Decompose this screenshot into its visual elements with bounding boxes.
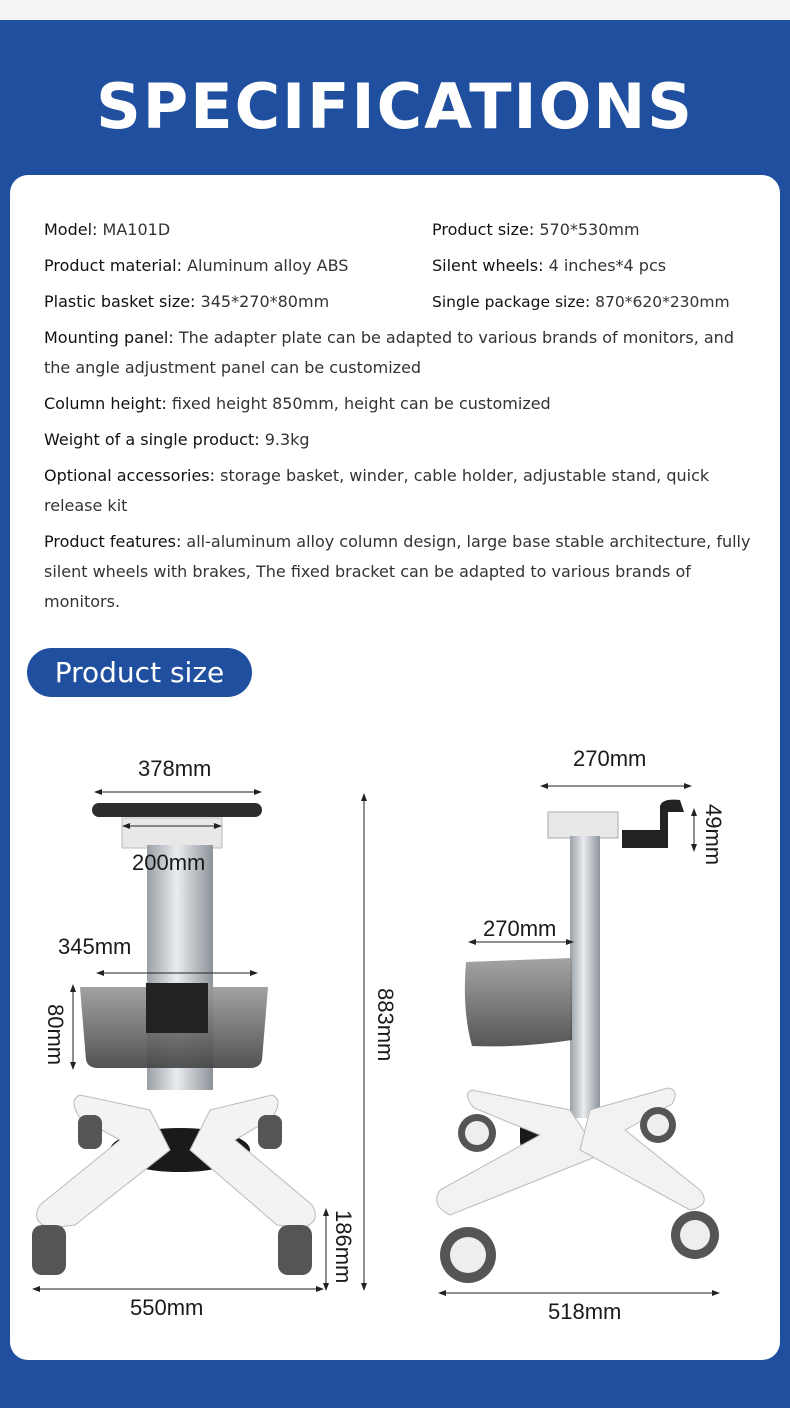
spec-product-size: Product size: 570*530mm bbox=[432, 220, 640, 239]
front-basket-height-label: 80mm bbox=[43, 1004, 68, 1066]
side-top-width-label: 270mm bbox=[573, 746, 647, 771]
product-size-heading: Product size bbox=[27, 648, 252, 697]
side-hook-height-label: 49mm bbox=[701, 804, 726, 866]
spec-material: Product material: Aluminum alloy ABS bbox=[44, 256, 349, 275]
front-top-width-label: 378mm bbox=[138, 756, 212, 781]
spec-mounting-panel: Mounting panel: The adapter plate can be adapted to various brands of monitors, and the angle adjustment panel can be customized bbox=[44, 328, 734, 377]
page-title: SPECIFICATIONS bbox=[96, 70, 694, 143]
spec-accessories: Optional accessories: storage basket, winder, cable holder, adjustable stand, quick release kit bbox=[44, 466, 710, 515]
spec-wheels: Silent wheels: 4 inches*4 pcs bbox=[432, 256, 667, 275]
spec-package: Single package size: 870*620*230mm bbox=[432, 293, 730, 311]
spec-features: Product features: all-aluminum alloy column design, large base stable architecture, fully silent wheels with brakes, The fixed bracket can be adapted to various brands of monitors. bbox=[44, 532, 751, 611]
side-base-width-label: 518mm bbox=[548, 1299, 622, 1324]
spec-model: Model: MA101D bbox=[44, 220, 171, 239]
front-total-height-label: 883mm bbox=[373, 988, 398, 1062]
spec-basket: Plastic basket size: 345*270*80mm bbox=[44, 292, 330, 311]
spec-weight: Weight of a single product: 9.3kg bbox=[44, 430, 310, 449]
spec-column-height: Column height: fixed height 850mm, height can be customized bbox=[44, 394, 551, 413]
front-plate-width-label: 200mm bbox=[132, 850, 206, 875]
side-basket-depth-label: 270mm bbox=[483, 916, 557, 941]
front-basket-width-label: 345mm bbox=[58, 934, 132, 959]
front-base-height-label: 186mm bbox=[331, 1210, 356, 1284]
front-base-width-label: 550mm bbox=[130, 1295, 204, 1320]
side-view-stand bbox=[437, 800, 719, 1283]
